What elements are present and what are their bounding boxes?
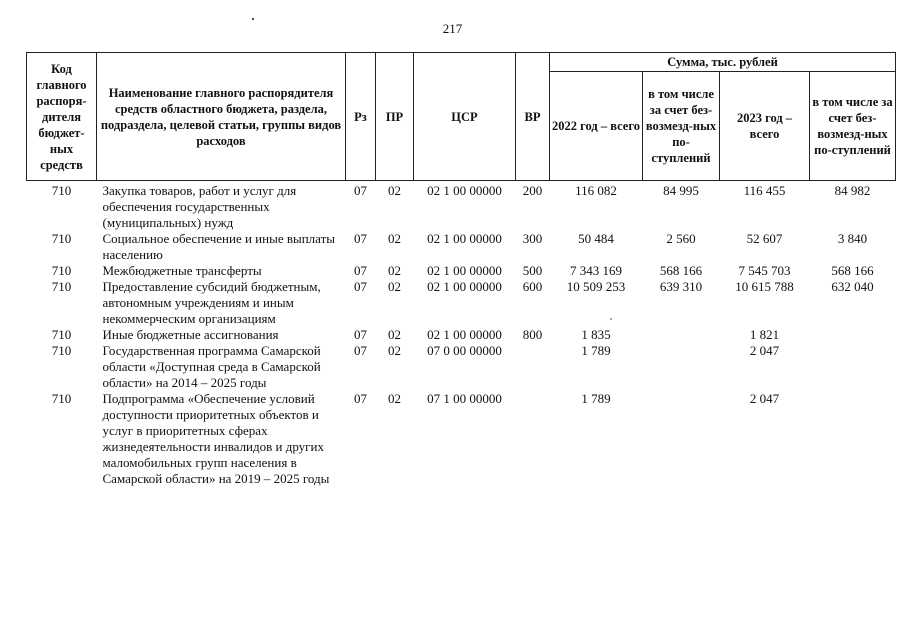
cell-2023-free xyxy=(810,391,896,487)
cell-pr: 02 xyxy=(388,343,401,358)
cell-rz: 07 xyxy=(354,231,367,246)
cell-rz: 07 xyxy=(354,327,367,342)
header-sum: Сумма, тыс. рублей xyxy=(550,53,896,72)
cell-pr: 02 xyxy=(388,391,401,406)
cell-code: 710 xyxy=(51,327,72,342)
cell-code: 710 xyxy=(51,343,72,358)
cell-name: Иные бюджетные ассигнования xyxy=(102,327,279,342)
cell-pr: 02 xyxy=(388,263,401,278)
header-2023-total: 2023 год – всего xyxy=(720,72,810,181)
cell-pr: 02 xyxy=(388,327,401,342)
cell-csr: 07 0 00 00000 xyxy=(427,343,502,358)
cell-vr: 600 xyxy=(522,279,543,294)
table-row xyxy=(27,343,896,391)
cell-pr: 02 xyxy=(388,279,401,294)
cell-2022-total: 116 082 xyxy=(575,183,617,198)
cell-vr: 800 xyxy=(522,327,543,342)
cell-2022-total: 50 484 xyxy=(578,231,614,246)
cell-2022-free xyxy=(643,343,720,391)
cell-pr: 02 xyxy=(388,183,401,198)
table-header xyxy=(27,53,896,181)
cell-2023-total: 2 047 xyxy=(749,391,780,406)
scan-speck xyxy=(610,318,612,320)
header-code: Код главного распоря-дителя бюджет-ных средств xyxy=(27,53,97,181)
cell-code: 710 xyxy=(51,231,72,246)
cell-2022-free: 568 166 xyxy=(659,263,703,278)
cell-2022-free xyxy=(643,391,720,487)
cell-rz: 07 xyxy=(354,183,367,198)
header-2023-free: в том числе за счет без-возмезд-ных по-ступлений xyxy=(810,72,896,181)
cell-csr: 02 1 00 00000 xyxy=(427,183,502,198)
cell-code: 710 xyxy=(51,183,72,198)
cell-2022-total: 1 789 xyxy=(581,391,611,406)
cell-2022-total: 10 509 253 xyxy=(566,279,626,294)
cell-2022-total: 7 343 169 xyxy=(570,263,622,278)
cell-name: Предоставление субсидий бюджетным, автономным учреждениям и иным некоммерческим организациям xyxy=(102,279,321,326)
cell-2023-free: 3 840 xyxy=(837,231,868,246)
cell-2023-total: 7 545 703 xyxy=(738,263,791,278)
table-row xyxy=(27,181,896,232)
header-2022-total: 2022 год – всего xyxy=(550,72,643,181)
table-body xyxy=(27,181,896,488)
cell-name: Закупка товаров, работ и услуг для обеспечения государственных (муниципальных) нужд xyxy=(102,183,297,230)
cell-2023-total: 1 821 xyxy=(749,327,780,342)
cell-rz: 07 xyxy=(354,279,367,294)
header-vr: ВР xyxy=(516,53,550,181)
header-csr: ЦСР xyxy=(414,53,516,181)
cell-2023-total: 116 455 xyxy=(743,183,786,198)
cell-2023-total: 2 047 xyxy=(749,343,780,358)
table-row xyxy=(27,263,896,279)
header-pr: ПР xyxy=(376,53,414,181)
cell-vr xyxy=(516,343,550,391)
budget-table xyxy=(26,52,896,487)
cell-vr: 300 xyxy=(522,231,543,246)
cell-vr: 500 xyxy=(522,263,543,278)
header-2022-free: в том числе за счет без-возмезд-ных по-ступлений xyxy=(643,72,720,181)
cell-csr: 02 1 00 00000 xyxy=(427,327,502,342)
cell-2023-free: 84 982 xyxy=(834,183,871,198)
cell-csr: 07 1 00 00000 xyxy=(427,391,502,406)
cell-csr: 02 1 00 00000 xyxy=(427,279,502,294)
cell-2023-free: 568 166 xyxy=(831,263,874,278)
cell-rz: 07 xyxy=(354,343,367,358)
cell-2023-total: 10 615 788 xyxy=(735,279,794,294)
cell-csr: 02 1 00 00000 xyxy=(427,231,502,246)
cell-rz: 07 xyxy=(354,391,367,406)
cell-2022-free xyxy=(643,327,720,343)
cell-2023-total: 52 607 xyxy=(746,231,783,246)
cell-name: Подпрограмма «Обеспечение условий доступности приоритетных объектов и услуг в приоритетных сферах жизнедеятельности инвалидов и других маломобильных групп населения в Самарской области» на 2019 – 2025 годы xyxy=(102,391,330,486)
page-number: 217 xyxy=(442,21,463,36)
cell-2023-free xyxy=(810,343,896,391)
header-rz: Рз xyxy=(346,53,376,181)
cell-vr xyxy=(516,391,550,487)
cell-2023-free xyxy=(810,327,896,343)
cell-2022-total: 1 789 xyxy=(581,343,611,358)
cell-name: Межбюджетные трансферты xyxy=(102,263,262,278)
cell-vr: 200 xyxy=(522,183,543,198)
table-row xyxy=(27,231,896,263)
table-row xyxy=(27,327,896,343)
table-row xyxy=(27,391,896,487)
scan-speck xyxy=(252,18,254,20)
cell-code: 710 xyxy=(51,263,72,278)
cell-2022-free: 84 995 xyxy=(663,183,699,198)
cell-csr: 02 1 00 00000 xyxy=(427,263,502,278)
cell-2022-free: 2 560 xyxy=(666,231,696,246)
cell-code: 710 xyxy=(51,279,72,294)
cell-2022-free: 639 310 xyxy=(659,279,703,294)
cell-2022-total: 1 835 xyxy=(581,327,611,342)
cell-pr: 02 xyxy=(388,231,401,246)
cell-name: Социальное обеспечение и иные выплаты населению xyxy=(102,231,336,262)
cell-2023-free: 632 040 xyxy=(831,279,874,294)
cell-name: Государственная программа Самарской области «Доступная среда в Самарской области» на 2014 – 2025 годы xyxy=(102,343,321,390)
cell-code: 710 xyxy=(51,391,72,406)
header-name: Наименование главного распорядителя средств областного бюджета, раздела, подраздела, целевой статьи, группы видов расходов xyxy=(97,53,346,181)
table-row xyxy=(27,279,896,327)
cell-rz: 07 xyxy=(354,263,367,278)
